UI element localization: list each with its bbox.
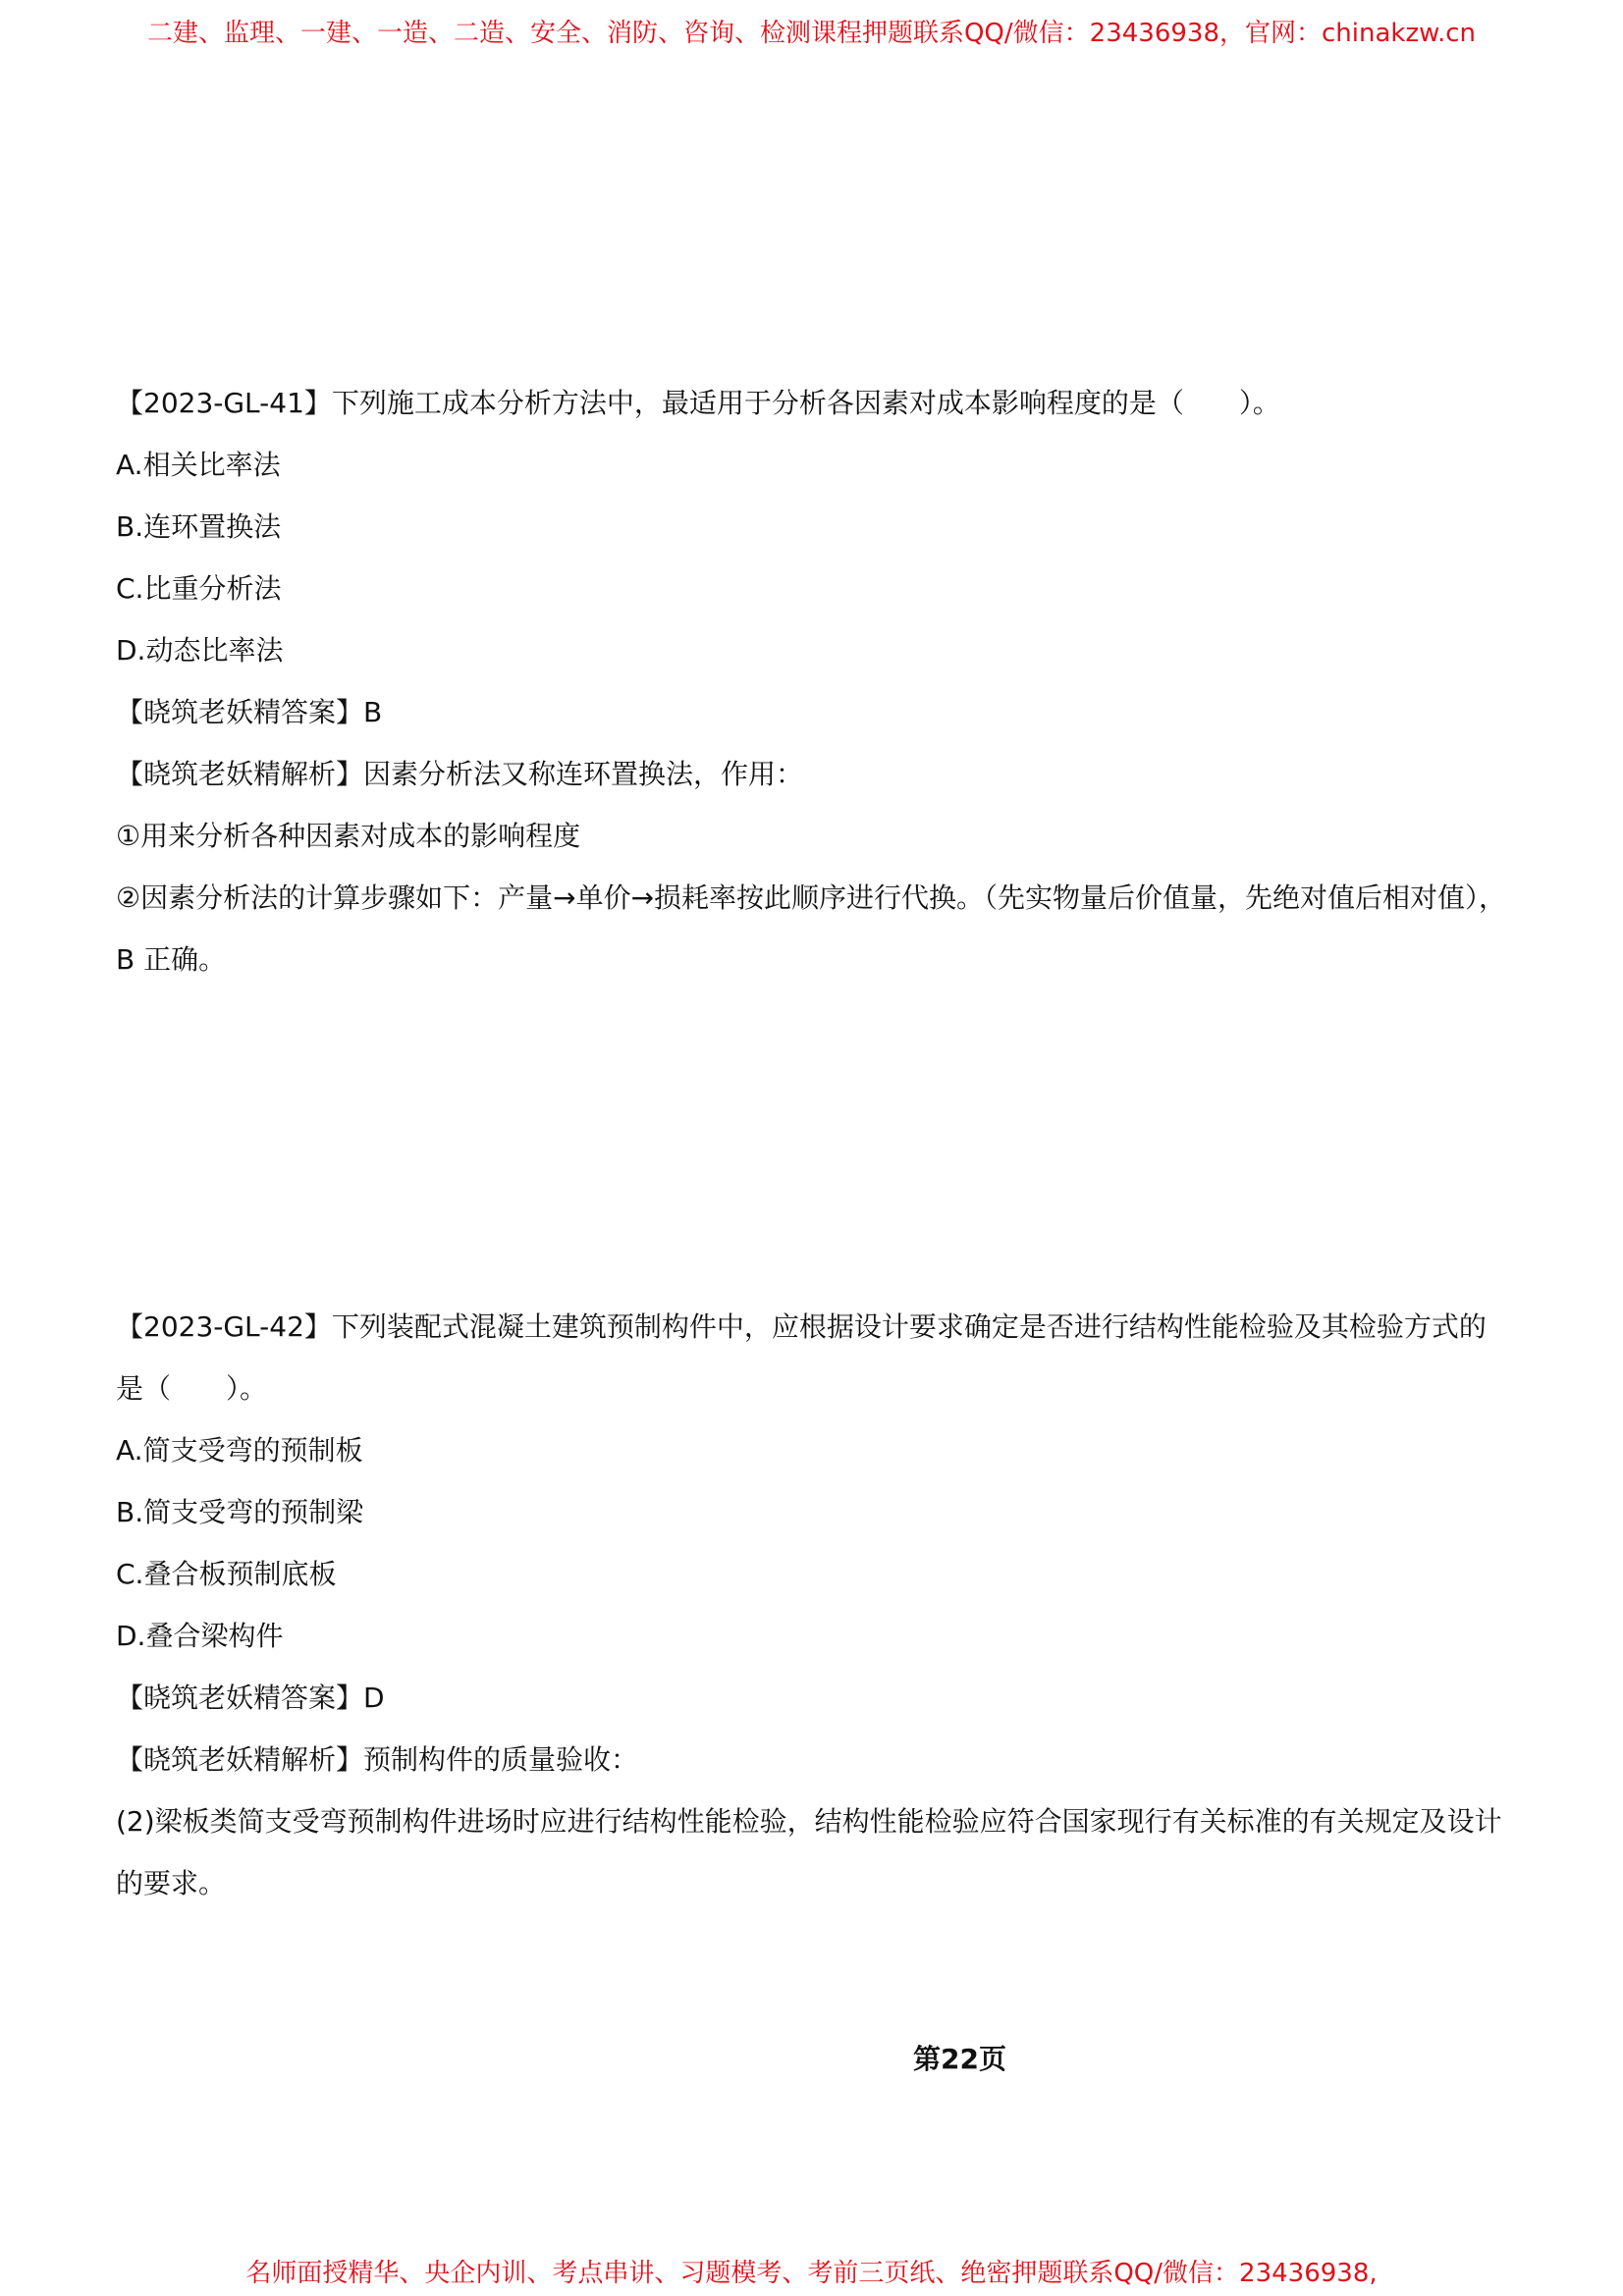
question-stem: 【2023-GL-41】下列施工成本分析方法中，最适用于分析各因素对成本影响程度的是（ ）。: [116, 387, 1280, 419]
analysis-title: 【晓筑老妖精解析】因素分析法又称连环置换法，作用：: [116, 758, 804, 790]
option-a: A.相关比率法: [116, 449, 281, 481]
footer-contact-banner: 名师面授精华、央企内训、考点串讲、习题模考、考前三页纸、绝密押题联系QQ/微信：23436938,: [245, 2259, 1378, 2288]
analysis-line: (2)梁板类简支受弯预制构件进场时应进行结构性能检验，结构性能检验应符合国家现行有关标准的有关规定及设计的要求。: [116, 1805, 1502, 1899]
option-c: C.比重分析法: [116, 572, 282, 605]
answer-line: 【晓筑老妖精答案】B: [116, 696, 383, 728]
analysis-line: ②因素分析法的计算步骤如下：产量→单价→损耗率按此顺序进行代换。（先实物量后价值量，先绝对值后相对值），B 正确。: [116, 881, 1507, 976]
option-b: B.连环置换法: [116, 510, 282, 543]
option-b: B.简支受弯的预制梁: [116, 1496, 364, 1528]
question-block-41: [116, 372, 1510, 990]
question-block-42: [116, 1296, 1510, 1914]
option-a: A.简支受弯的预制板: [116, 1434, 363, 1467]
question-stem: 【2023-GL-42】下列装配式混凝土建筑预制构件中，应根据设计要求确定是否进行结构性能检验及其检验方式的是（ ）。: [116, 1310, 1487, 1405]
option-c: C.叠合板预制底板: [116, 1558, 337, 1590]
page-number: 第22页: [913, 2043, 1006, 2075]
analysis-line: ①用来分析各种因素对成本的影响程度: [116, 820, 581, 852]
option-d: D.动态比率法: [116, 634, 284, 667]
header-contact-banner: 二建、监理、一建、一造、二造、安全、消防、咨询、检测课程押题联系QQ/微信：23436938，官网：chinakzw.cn: [146, 19, 1477, 48]
answer-line: 【晓筑老妖精答案】D: [116, 1682, 385, 1714]
analysis-title: 【晓筑老妖精解析】预制构件的质量验收：: [116, 1743, 639, 1776]
option-d: D.叠合梁构件: [116, 1620, 284, 1652]
